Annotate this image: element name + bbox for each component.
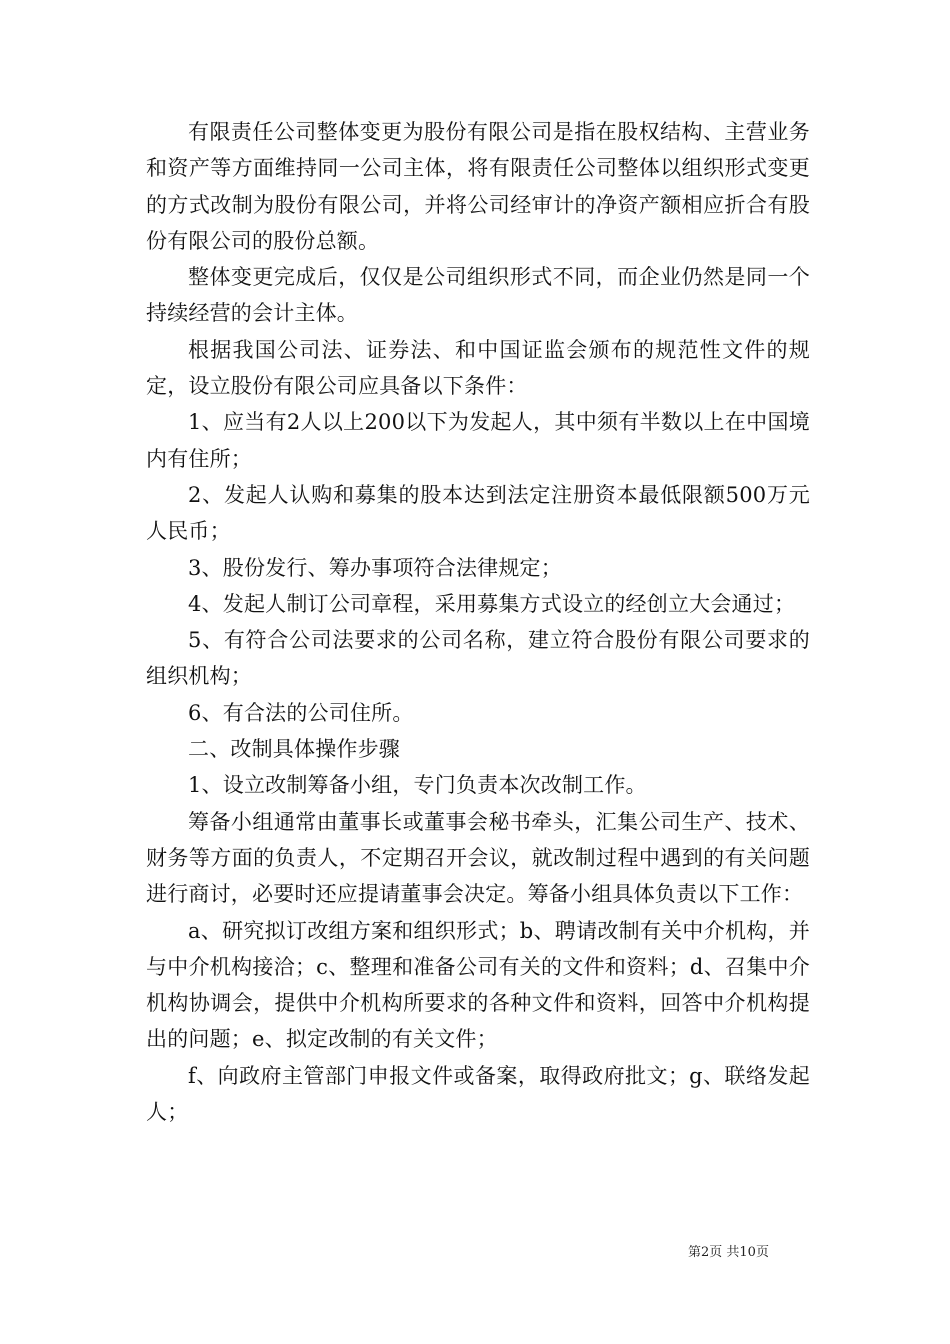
paragraph-definition: 有限责任公司整体变更为股份有限公司是指在股权结构、主营业务和资产等方面维持同一公司主体，将有限责任公司整体以组织形式变更的方式改制为股份有限公司，并将公司经审计的净资产额相应折合有股份有限公司的股份总额。 [146,120,810,253]
paragraph-tasks-a-e: a、研究拟订改组方案和组织形式；b、聘请改制有关中介机构，并与中介机构接洽；c、整理和准备公司有关的文件和资料；d、召集中介机构协调会，提供中介机构所要求的各种文件和资料，回答中介机构提出的问题；e、拟定改制的有关文件； [146,918,810,1052]
section-heading-steps: 二、改制具体操作步骤 [188,737,400,762]
paragraph-tasks-f-g: f、向政府主管部门申报文件或备案，取得政府批文；g、联络发起人； [146,1063,810,1125]
condition-item-6: 6、有合法的公司住所。 [188,700,414,725]
condition-item-2: 2、发起人认购和募集的股本达到法定注册资本最低限额500万元人民币； [146,482,810,544]
paragraph-preparatory-group: 筹备小组通常由董事长或董事会秘书牵头，汇集公司生产、技术、财务等方面的负责人，不定期召开会议，就改制过程中遇到的有关问题进行商讨，必要时还应提请董事会决定。筹备小组具体负责以下工作： [146,809,810,907]
condition-item-3: 3、股份发行、筹办事项符合法律规定； [188,555,562,580]
condition-item-5: 5、有符合公司法要求的公司名称，建立符合股份有限公司要求的组织机构； [146,628,810,689]
condition-item-4: 4、发起人制订公司章程，采用募集方式设立的经创立大会通过； [188,591,796,616]
page-number-footer: 第2页 共10页 [688,1245,769,1260]
paragraph-conditions-intro: 根据我国公司法、证券法、和中国证监会颁布的规范性文件的规定，设立股份有限公司应具备以下条件： [146,337,810,399]
paragraph-after-change: 整体变更完成后，仅仅是公司组织形式不同，而企业仍然是同一个持续经营的会计主体。 [146,265,810,326]
step-item-1: 1、设立改制筹备小组，专门负责本次改制工作。 [188,773,647,798]
condition-item-1: 1、应当有2人以上200以下为发起人，其中须有半数以上在中国境内有住所； [146,410,810,471]
document-body [146,114,810,1130]
